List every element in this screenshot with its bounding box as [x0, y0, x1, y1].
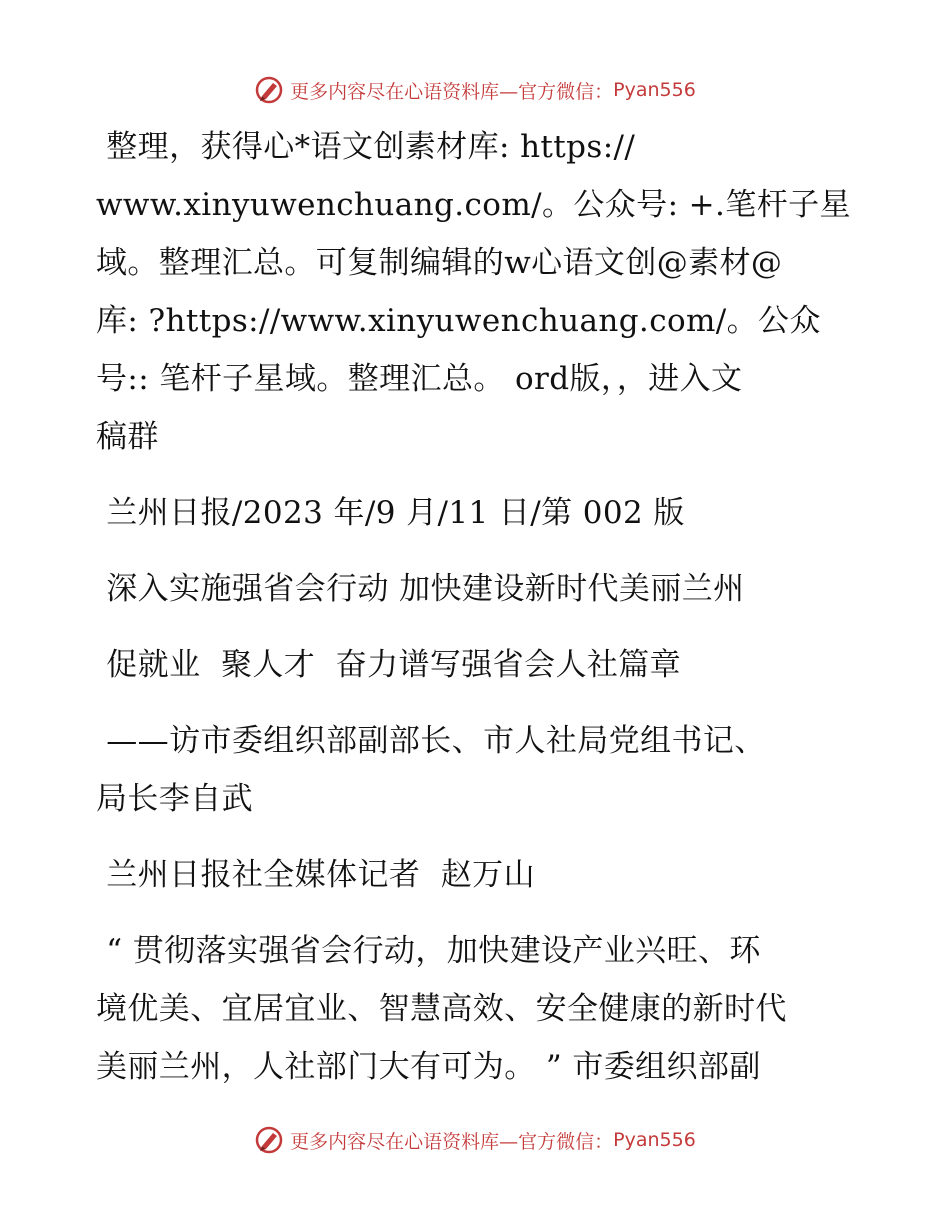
- banner-wechat-id: Pyan556: [613, 79, 696, 101]
- pen-logo-icon: [254, 1125, 284, 1155]
- banner-wechat-id: Pyan556: [613, 1129, 696, 1151]
- body-paragraph: “ 贯彻落实强省会行动，加快建设产业兴旺、环 境优美、宜居宜业、智慧高效、安全健康的新时代 美丽兰州，人社部门大有可为。 ” 市委组织部副: [96, 933, 787, 1085]
- publication-line: 兰州日报/2023 年/9 月/11 日/第 002 版: [96, 495, 685, 531]
- pen-logo-icon: [254, 75, 284, 105]
- article-title: 促就业 聚人才 奋力谱写强省会人社篇章: [96, 647, 682, 683]
- byline: 兰州日报社全媒体记者 赵万山: [96, 857, 535, 893]
- banner-text: 更多内容尽在心语资料库—官方微信：: [290, 80, 614, 103]
- section-heading: 深入实施强省会行动 加快建设新时代美丽兰州: [96, 571, 745, 607]
- intro-paragraph: 整理，获得心*语文创素材库: https:// www.xinyuwenchuang.com/。公众号: +.笔杆子星 域。整理汇总。可复制编辑的w心语文创@素材@ 库: ?https://www.xinyuwenchuang.com/。公众 号:: 笔杆子星域。整理汇总。 ord版，，进入文 稿群: [96, 129, 851, 455]
- header-banner: [0, 70, 950, 110]
- article-subtitle: ——访市委组织部副部长、市人社局党组书记、 局长李自武: [96, 723, 766, 817]
- banner-text: 更多内容尽在心语资料库—官方微信：: [290, 1130, 614, 1153]
- document-body: [96, 118, 856, 1096]
- footer-banner: [0, 1120, 950, 1160]
